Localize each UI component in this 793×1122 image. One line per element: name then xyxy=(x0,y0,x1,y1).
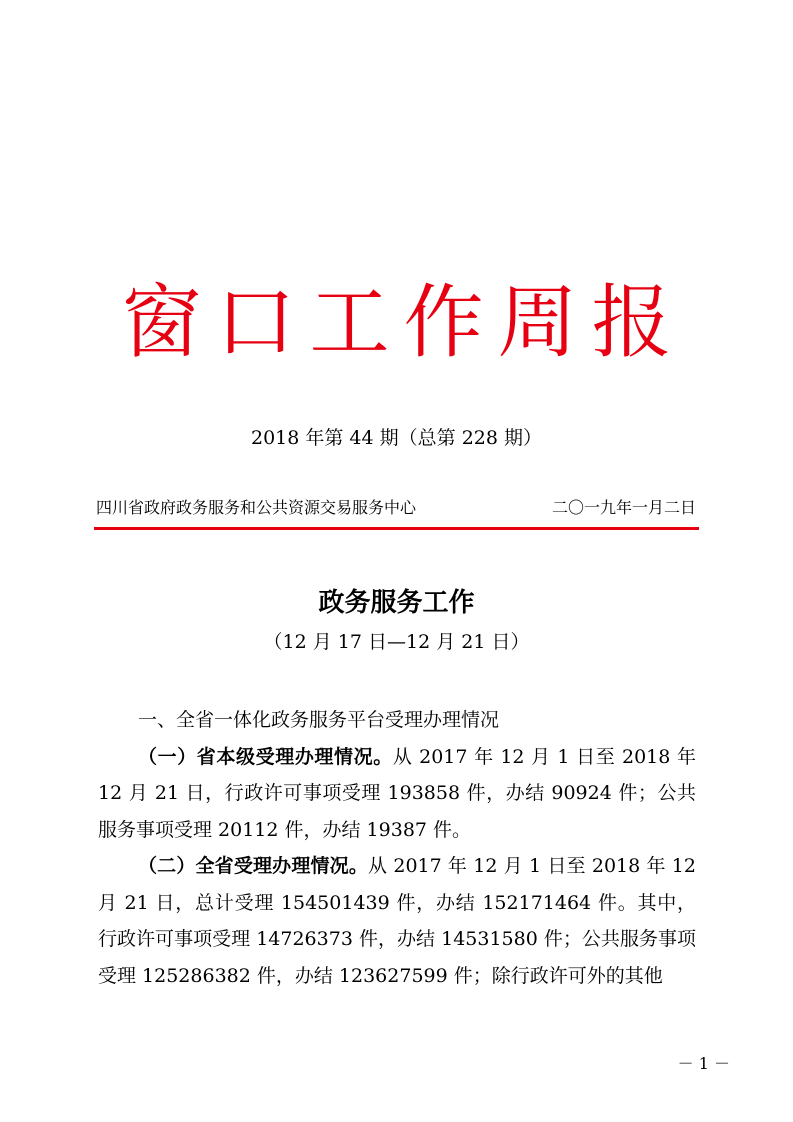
issuing-organization: 四川省政府政务服务和公共资源交易服务中心 xyxy=(96,498,417,517)
page-number: － 1 － xyxy=(677,1054,730,1073)
section-title: 政务服务工作 xyxy=(318,588,475,618)
document-header xyxy=(96,496,696,520)
heading-level-1: 一、全省一体化政务服务平台受理办理情况 xyxy=(138,709,500,731)
section-date-range: （12 月 17 日—12 月 21 日） xyxy=(263,631,530,653)
paragraph-statewide xyxy=(98,848,696,994)
issue-date: 二〇一九年一月二日 xyxy=(551,498,696,517)
paragraph-lead: （二）全省受理办理情况。 xyxy=(138,855,368,877)
red-divider-line xyxy=(94,527,699,530)
paragraph-text: 从 2017 年 12 月 1 日至 2018 年 12 月 21 日，行政许可事项受理 193858 件，办结 90924 件；公共服务事项受理 20112 件，办结 19387 件。 xyxy=(98,745,696,841)
issue-number: 2018 年第 44 期（总第 228 期） xyxy=(251,427,542,449)
paragraph-provincial xyxy=(98,739,696,849)
paragraph-lead: （一）省本级受理办理情况。 xyxy=(138,745,393,768)
masthead-title: 窗口工作周报 xyxy=(121,276,686,369)
paragraph-text: 从 2017 年 12 月 1 日至 2018 年 12 月 21 日，总计受理 154501439 件，办结 152171464 件。其中，行政许可事项受理 14726373 件，办结 14531580 件；公共服务事项受理 125286382 件，办结 123627599 件；除行政许可外的其他 xyxy=(98,855,696,987)
document-body xyxy=(98,702,696,994)
